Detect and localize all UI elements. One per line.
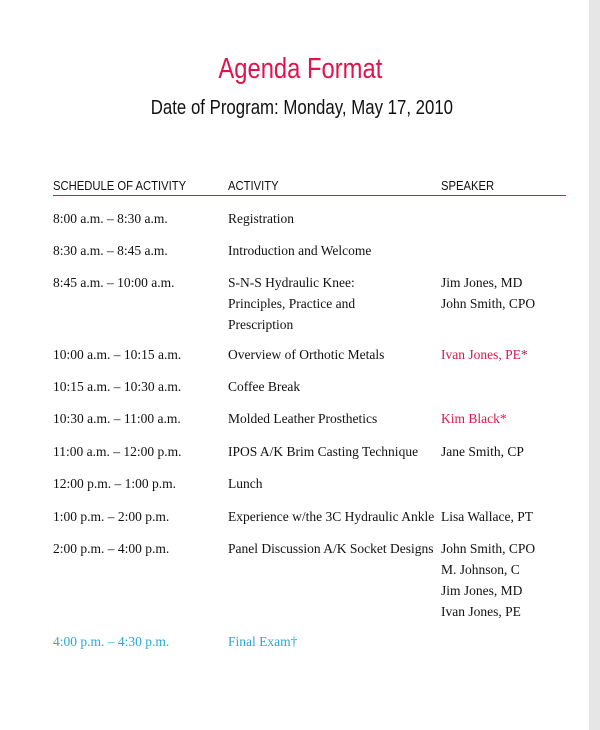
speaker-name: Kim Black* [441, 411, 507, 426]
activity-line: Registration [228, 211, 294, 226]
activity-line: IPOS A/K Brim Casting Technique [228, 444, 419, 459]
speaker-name: Lisa Wallace, PT [441, 509, 534, 524]
program-date: Date of Program: Monday, May 17, 2010 [150, 97, 454, 119]
activity-name [228, 473, 263, 494]
speaker-name: John Smith, CPO [441, 541, 536, 556]
speaker-name: Ivan Jones, PE* [441, 347, 528, 362]
speaker-name: Jim Jones, MD [441, 275, 523, 290]
speaker-list [441, 344, 528, 365]
schedule-time: 10:30 a.m. – 11:00 a.m. [53, 411, 181, 426]
activity-line: Panel Discussion A/K Socket Designs [228, 541, 434, 556]
schedule-time: 12:00 p.m. – 1:00 p.m. [53, 476, 177, 491]
activity-line: Introduction and Welcome [228, 243, 372, 258]
activity-line: Experience w/the 3C Hydraulic Ankle [228, 509, 435, 524]
speaker-name: Jane Smith, CP [441, 444, 524, 459]
activity-name [228, 538, 434, 559]
activity-name [228, 344, 384, 365]
schedule-time: 10:15 a.m. – 10:30 a.m. [53, 379, 182, 394]
speaker-name: Ivan Jones, PE [441, 604, 521, 619]
speaker-name: Jim Jones, MD [441, 583, 523, 598]
schedule-time: 1:00 p.m. – 2:00 p.m. [53, 509, 170, 524]
activity-name [228, 631, 297, 652]
column-header-schedule: SCHEDULE OF ACTIVITY [53, 179, 187, 193]
activity-name [228, 376, 300, 397]
header-divider [53, 195, 566, 196]
activity-line: S-N-S Hydraulic Knee: [228, 275, 355, 290]
speaker-list [441, 506, 533, 527]
activity-name [228, 208, 294, 229]
page-title: Agenda Format [218, 53, 383, 85]
schedule-time: 8:00 a.m. – 8:30 a.m. [53, 211, 168, 226]
activity-line: Coffee Break [228, 379, 301, 394]
column-header-activity: ACTIVITY [228, 179, 279, 193]
activity-name [228, 240, 371, 261]
column-header-speaker: SPEAKER [441, 179, 495, 193]
activity-line: Final Exam† [228, 634, 298, 649]
activity-name [228, 441, 418, 462]
activity-line: Principles, Practice and [228, 296, 356, 311]
speaker-name: John Smith, CPO [441, 296, 536, 311]
speaker-list [441, 408, 507, 429]
activity-name [228, 408, 377, 429]
activity-line: Lunch [228, 476, 263, 491]
schedule-time: 8:30 a.m. – 8:45 a.m. [53, 243, 168, 258]
speaker-list [441, 441, 524, 462]
schedule-time: 4:00 p.m. – 4:30 p.m. [53, 634, 170, 649]
activity-line: Prescription [228, 317, 294, 332]
schedule-time: 10:00 a.m. – 10:15 a.m. [53, 347, 182, 362]
speaker-list [441, 272, 535, 314]
activity-line: Overview of Orthotic Metals [228, 347, 385, 362]
schedule-time: 8:45 a.m. – 10:00 a.m. [53, 275, 175, 290]
viewer-background [589, 0, 600, 730]
schedule-time: 11:00 a.m. – 12:00 p.m. [53, 444, 182, 459]
schedule-time: 2:00 p.m. – 4:00 p.m. [53, 541, 170, 556]
speaker-name: M. Johnson, C [441, 562, 520, 577]
activity-name [228, 506, 434, 527]
activity-name [228, 272, 355, 335]
activity-line: Molded Leather Prosthetics [228, 411, 378, 426]
speaker-list [441, 538, 535, 622]
